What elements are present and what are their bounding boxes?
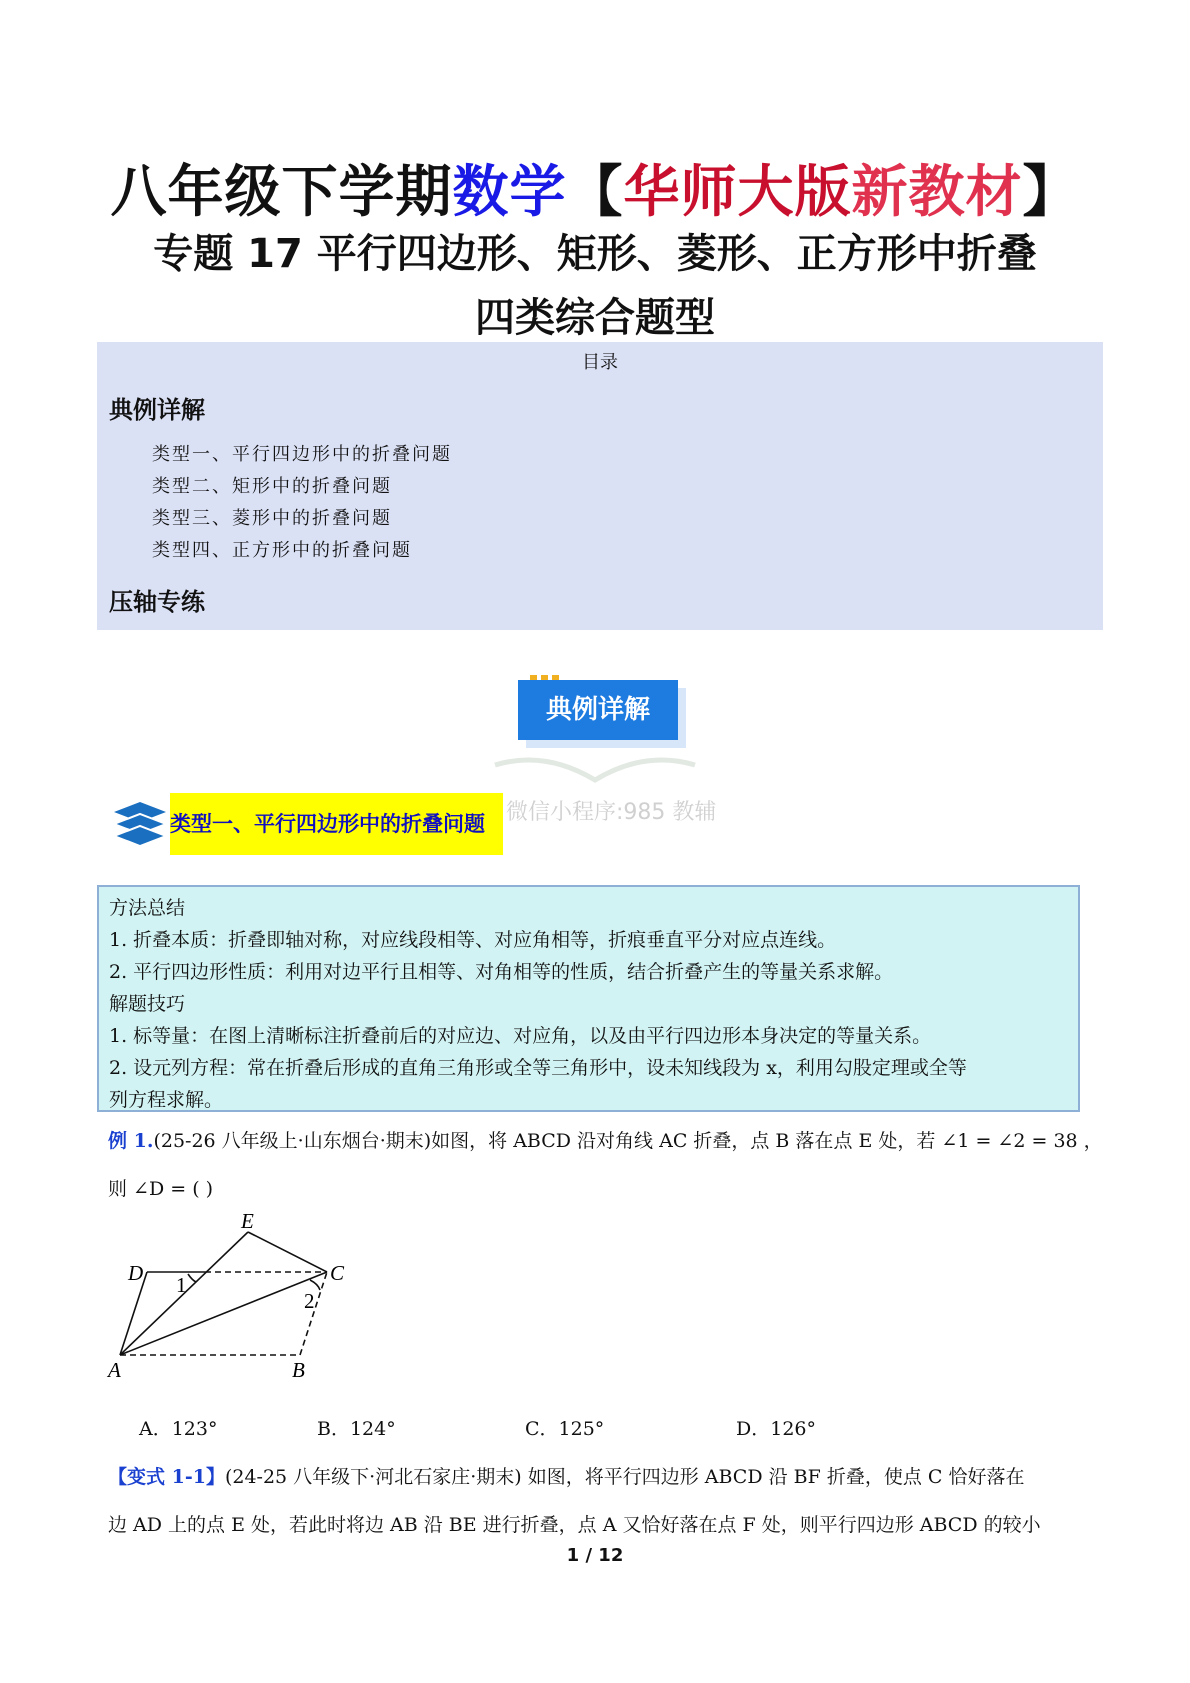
toc-item[interactable]: 类型二、矩形中的折叠问题 <box>152 476 392 497</box>
method-line: 解题技巧 <box>109 993 186 1015</box>
books-icon <box>110 800 168 852</box>
table-of-contents <box>97 342 1103 630</box>
point-label: A <box>108 1358 121 1382</box>
book-watermark-icon <box>490 750 700 790</box>
option-c[interactable]: C．125° <box>525 1418 605 1440</box>
example-label: 例 1. <box>108 1130 154 1152</box>
watermark: 微信小程序:985 教辅 <box>506 800 717 825</box>
method-line: 2. 设元列方程：常在折叠后形成的直角三角形或全等三角形中，设未知线段为 x，利用勾股定理或全等 <box>109 1057 967 1079</box>
toc-item[interactable]: 类型三、菱形中的折叠问题 <box>152 508 392 529</box>
angle-label: 2 <box>304 1289 315 1313</box>
section-banner: 典例详解 <box>518 680 678 740</box>
toc-item[interactable]: 类型四、正方形中的折叠问题 <box>152 540 412 561</box>
doc-title: 八年级下学期数学【华师大版新教材】 <box>110 160 1080 225</box>
method-line: 列方程求解。 <box>109 1089 224 1111</box>
section-heading: 类型一、平行四边形中的折叠问题 <box>170 793 503 855</box>
method-line: 1. 折叠本质：折叠即轴对称，对应线段相等、对应角相等，折痕垂直平分对应点连线。 <box>109 929 837 951</box>
toc-heading: 目录 <box>582 352 618 373</box>
toc-item[interactable]: 类型一、平行四边形中的折叠问题 <box>152 444 452 465</box>
page-number: 1 / 12 <box>566 1545 624 1566</box>
variant-question-line2: 边 AD 上的点 E 处，若此时将边 AB 沿 BE 进行折叠，点 A 又恰好落在点 F 处，则平行四边形 ABCD 的较小 <box>108 1514 1041 1536</box>
topic-subtitle: 四类综合题型 <box>475 295 715 341</box>
point-label: E <box>241 1210 254 1233</box>
method-line: 2. 平行四边形性质：利用对边平行且相等、对角相等的性质，结合折叠产生的等量关系求解。 <box>109 961 894 983</box>
method-summary-box <box>97 885 1080 1112</box>
option-a[interactable]: A．123° <box>139 1418 218 1440</box>
option-d[interactable]: D．126° <box>736 1418 816 1440</box>
variant-question: 【变式 1-1】(24-25 八年级下·河北石家庄·期末) 如图，将平行四边形 ABCD 沿 BF 折叠，使点 C 恰好落在 <box>108 1466 1025 1488</box>
method-line: 1. 标等量：在图上清晰标注折叠前后的对应边、对应角，以及由平行四边形本身决定的等量关系。 <box>109 1025 932 1047</box>
variant-label: 【变式 1-1】 <box>108 1466 225 1488</box>
point-label: C <box>330 1261 345 1285</box>
example-question-line2: 则 ∠D = ( ) <box>108 1178 214 1200</box>
topic-title: 专题 17 平行四边形、矩形、菱形、正方形中折叠 <box>153 231 1037 277</box>
toc-section[interactable]: 压轴专练 <box>109 588 205 616</box>
option-b[interactable]: B．124° <box>317 1418 396 1440</box>
angle-label: 1 <box>176 1273 187 1297</box>
parallelogram-fold-figure <box>100 1210 380 1400</box>
toc-section[interactable]: 典例详解 <box>109 396 205 424</box>
method-line: 方法总结 <box>109 897 186 919</box>
example-question: 例 1.(25-26 八年级上·山东烟台·期末)如图，将 ABCD 沿对角线 AC 折叠，点 B 落在点 E 处，若 ∠1 = ∠2 = 38 ， <box>108 1130 1103 1152</box>
point-label: B <box>292 1358 305 1382</box>
point-label: D <box>128 1261 144 1285</box>
